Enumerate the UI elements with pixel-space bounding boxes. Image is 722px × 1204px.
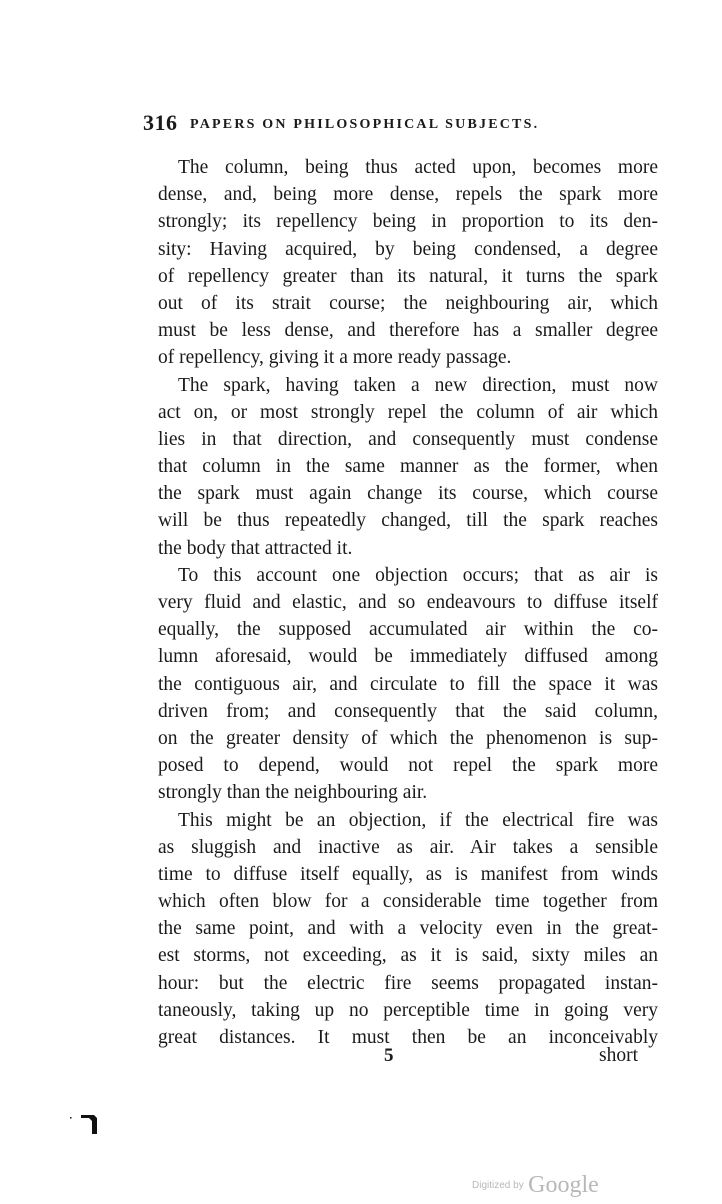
text-line: hour: but the electric fire seems propagated instan- <box>158 972 658 994</box>
corner-mark-icon <box>70 1113 104 1135</box>
text-line: equally, the supposed accumulated air within the co- <box>158 619 658 641</box>
text-line: strongly; its repellency being in proportion to its den- <box>158 211 658 233</box>
text-line: lumn aforesaid, would be immediately diffused among <box>158 646 658 668</box>
watermark-brand: Google <box>528 1172 599 1198</box>
text-line: great distances. It must then be an inconceivably <box>158 1027 658 1048</box>
text-line: taneously, taking up no perceptible time in going very <box>158 999 658 1021</box>
text-line: The spark, having taken a new direction, must now <box>178 374 658 396</box>
body-text <box>158 154 658 1051</box>
text-line: which often blow for a considerable time together from <box>158 891 658 913</box>
text-line: the same point, and with a velocity even in the great- <box>158 918 658 940</box>
text-line: on the greater density of which the phenomenon is sup- <box>158 727 658 749</box>
text-line: dense, and, being more dense, repels the spark more <box>158 184 658 206</box>
signature-mark: 5 <box>384 1045 394 1066</box>
text-line: strongly than the neighbouring air. <box>158 782 428 804</box>
text-line: that column in the same manner as the former, when <box>158 456 658 478</box>
running-head: PAPERS ON PHILOSOPHICAL SUBJECTS. <box>190 117 540 132</box>
digitized-watermark <box>472 1172 599 1199</box>
text-line: The column, being thus acted upon, becomes more <box>178 157 658 178</box>
text-line: very fluid and elastic, and so endeavours to diffuse itself <box>158 592 658 613</box>
text-line: must be less dense, and therefore has a smaller degree <box>158 320 658 342</box>
text-line: as sluggish and inactive as air. Air takes a sensible <box>158 836 658 858</box>
text-line: lies in that direction, and consequently must condense <box>158 428 658 450</box>
text-line: of repellency greater than its natural, it turns the spark <box>158 265 658 287</box>
text-line: out of its strait course; the neighbouring air, which <box>158 292 658 314</box>
text-line: the contiguous air, and circulate to fill the space it was <box>158 673 658 695</box>
text-line: time to diffuse itself equally, as is manifest from winds <box>158 863 658 885</box>
page-header <box>143 110 663 140</box>
text-line: of repellency, giving it a more ready passage. <box>158 347 512 369</box>
page-number: 316 <box>143 110 178 135</box>
text-line: act on, or most strongly repel the column of air which <box>158 401 658 423</box>
text-line: est storms, not exceeding, as it is said, sixty miles an <box>158 945 658 967</box>
watermark-prefix: Digitized by <box>472 1180 524 1191</box>
text-line: the spark must again change its course, which course <box>158 483 658 505</box>
text-line: posed to depend, would not repel the spark more <box>158 755 658 777</box>
text-line: This might be an objection, if the electrical fire was <box>178 809 658 831</box>
text-line: driven from; and consequently that the said column, <box>158 700 658 722</box>
text-line: the body that attracted it. <box>158 537 353 559</box>
catchword: short <box>599 1045 638 1066</box>
text-line: To this account one objection occurs; that as air is <box>178 564 658 586</box>
text-line: will be thus repeatedly changed, till the spark reaches <box>158 510 658 532</box>
text-line: sity: Having acquired, by being condensed, a degree <box>158 238 658 260</box>
